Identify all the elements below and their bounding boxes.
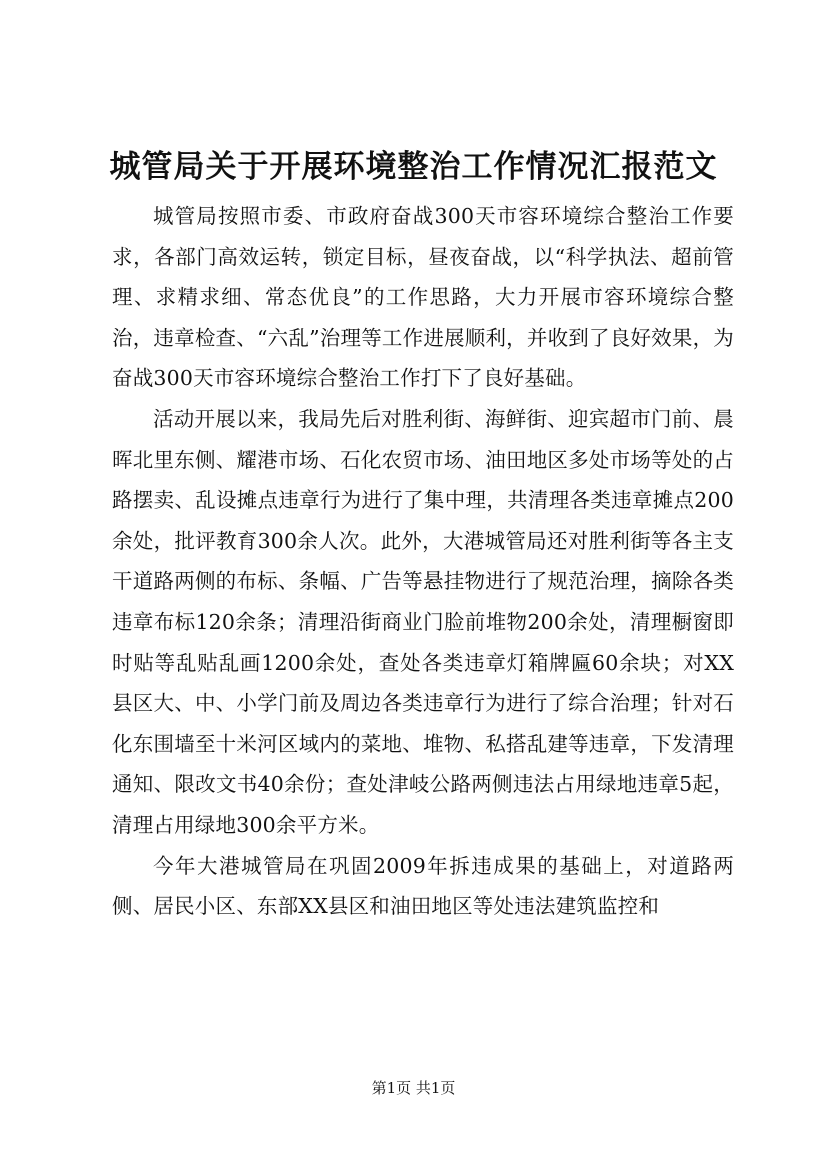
paragraph-2: 活动开展以来，我局先后对胜利街、海鲜街、迎宾超市门前、晨晖北里东侧、耀港市场、石化农贸市场、油田地区多处市场等处的占路摆卖、乱设摊点违章行为进行了集中理，共清理各类违章摊点200余处，批评教育300余人次。此外，大港城管局还对胜利街等各主支干道路两侧的布标、条幅、广告等悬挂物进行了规范治理，摘除各类违章布标120余条；清理沿街商业门脸前堆物200余处，清理橱窗即时贴等乱贴乱画1200余处，查处各类违章灯箱牌匾60余块；对XX县区大、中、小学门前及周边各类违章行为进行了综合治理；针对石化东围墙至十米河区域内的菜地、堆物、私搭乱建等违章，下发清理通知、限改文书40余份；查处津岐公路两侧违法占用绿地违章5起，清理占用绿地300余平方米。 [112,406,734,837]
document-title: 城管局关于开展环境整治工作情况汇报范文 [109,149,718,185]
paragraph-3: 今年大港城管局在巩固2009年拆违成果的基础上，对道路两侧、居民小区、东部XX县区和油田地区等处违法建筑监控和 [112,853,734,919]
paragraph-1: 城管局按照市委、市政府奋战300天市容环境综合整治工作要求，各部门高效运转，锁定目标，昼夜奋战，以“科学执法、超前管理、求精求细、常态优良”的工作思路，大力开展市容环境综合整治，违章检查、“六乱”治理等工作进展顺利，并收到了良好效果，为奋战300天市容环境综合整治工作打下了良好基础。 [112,204,734,391]
page-number-footer: 第1页 共1页 [371,1079,456,1097]
document-body [112,196,734,927]
